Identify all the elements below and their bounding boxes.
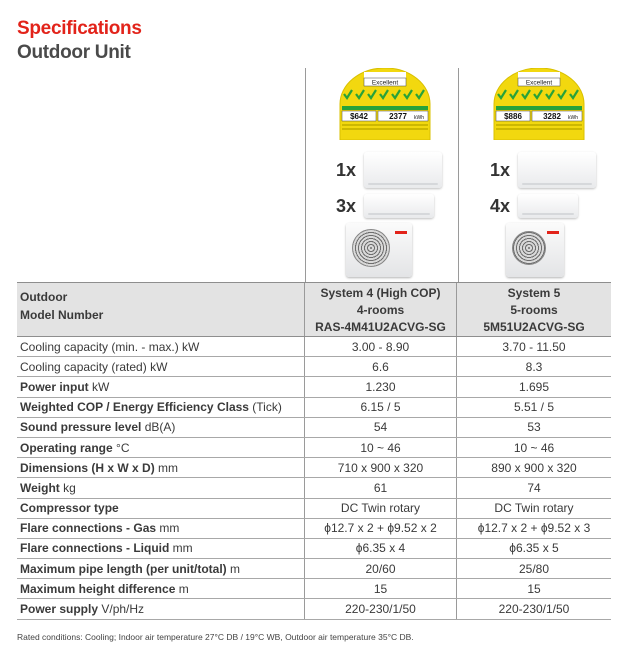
- specification-table: [17, 282, 611, 620]
- table-row: [17, 438, 611, 458]
- brand-logo: [547, 231, 559, 234]
- indoor-unit-row: [336, 194, 434, 218]
- spec-value-system-5: 1.695: [456, 377, 611, 396]
- header-label-model: Model Number: [20, 308, 104, 322]
- spec-name: Sound pressure level: [20, 420, 142, 435]
- spec-name: Weighted COP / Energy Efficiency Class: [20, 400, 249, 415]
- spec-unit: m: [175, 581, 189, 596]
- table-body: [17, 337, 611, 620]
- spec-name: Power supply: [20, 602, 99, 617]
- header-model-number: RAS-4M41U2ACVG-SG: [315, 320, 446, 334]
- spec-value-system-4: 220-230/1/50: [304, 599, 456, 618]
- indoor-unit-row: [490, 194, 578, 218]
- header-system-name: System 4 (High COP): [320, 286, 441, 300]
- spec-value-system-5: 8.3: [456, 357, 611, 376]
- spec-value-system-4: 61: [304, 478, 456, 497]
- energy-unit: kWh: [414, 115, 424, 121]
- spec-label: [17, 481, 304, 495]
- spec-value-system-5: 53: [456, 418, 611, 437]
- table-row: [17, 357, 611, 377]
- spec-value-system-4: 6.15 / 5: [304, 398, 456, 417]
- column-divider: [305, 68, 306, 284]
- table-row: [17, 418, 611, 438]
- spec-unit: (Tick): [248, 400, 282, 415]
- spec-name: Power input: [20, 379, 89, 394]
- indoor-qty: 1x: [490, 159, 511, 180]
- spec-label: [17, 582, 304, 596]
- header-system-4: [304, 283, 456, 336]
- header-rooms: 4-rooms: [356, 303, 405, 317]
- footnote: Rated conditions: Cooling; Indoor air temperature 27°C DB / 19°C WB, Outdoor air temperature 35°C DB.: [17, 632, 414, 642]
- table-row: [17, 478, 611, 498]
- column-divider: [458, 68, 459, 284]
- indoor-unit-small: [518, 194, 578, 218]
- table-row: [17, 458, 611, 478]
- spec-value-system-4: DC Twin rotary: [304, 499, 456, 518]
- spec-value-system-5: 15: [456, 579, 611, 598]
- spec-name: Compressor type: [20, 501, 119, 516]
- spec-name: Cooling capacity (min. - max.): [20, 339, 179, 354]
- annual-energy: 2377: [389, 112, 407, 121]
- spec-unit: V/ph/Hz: [98, 602, 145, 617]
- header-label-cell: [17, 283, 304, 336]
- spec-value-system-4: ϕ12.7 x 2 + ϕ9.52 x 2: [304, 519, 456, 538]
- spec-value-system-5: 220-230/1/50: [456, 599, 611, 618]
- annual-energy: 3282: [543, 112, 561, 121]
- spec-unit: kW: [146, 359, 168, 374]
- energy-rating-label: [334, 68, 436, 140]
- indoor-qty: 1x: [336, 159, 357, 180]
- spec-name: Flare connections - Liquid: [20, 541, 170, 556]
- indoor-unit-row: [336, 152, 442, 188]
- table-header: [17, 282, 611, 337]
- spec-name: Operating range: [20, 440, 113, 455]
- header-label-outdoor: Outdoor: [20, 290, 68, 304]
- spec-unit: mm: [169, 541, 193, 556]
- spec-unit: m: [226, 561, 241, 576]
- spec-value-system-4: 3.00 - 8.90: [304, 337, 456, 356]
- energy-rating-label: [488, 68, 590, 140]
- indoor-qty: 3x: [336, 195, 357, 216]
- outdoor-unit-image: [506, 223, 564, 277]
- spec-unit: dB(A): [141, 420, 176, 435]
- table-row: [17, 377, 611, 397]
- spec-unit: kg: [59, 480, 76, 495]
- spec-value-system-5: 890 x 900 x 320: [456, 458, 611, 477]
- spec-value-system-4: 20/60: [304, 559, 456, 578]
- fan-icon: [512, 231, 546, 265]
- spec-value-system-5: DC Twin rotary: [456, 499, 611, 518]
- brand-logo: [395, 231, 407, 234]
- table-row: [17, 499, 611, 519]
- spec-value-system-4: 10 ~ 46: [304, 438, 456, 457]
- spec-label: [17, 340, 304, 354]
- spec-label: [17, 501, 304, 515]
- spec-unit: kW: [178, 339, 200, 354]
- spec-value-system-4: 15: [304, 579, 456, 598]
- table-row: [17, 559, 611, 579]
- spec-value-system-5: ϕ12.7 x 2 + ϕ9.52 x 3: [456, 519, 611, 538]
- spec-label: [17, 420, 304, 434]
- spec-unit: mm: [156, 521, 180, 536]
- spec-value-system-5: ϕ6.35 x 5: [456, 539, 611, 558]
- annual-cost: $886: [504, 112, 522, 121]
- fan-icon: [352, 229, 390, 267]
- spec-name: Flare connections - Gas: [20, 521, 157, 536]
- indoor-unit-large: [518, 152, 596, 188]
- indoor-unit-large: [364, 152, 442, 188]
- outdoor-unit-image: [346, 223, 412, 277]
- spec-value-system-4: ϕ6.35 x 4: [304, 539, 456, 558]
- table-row: [17, 599, 611, 619]
- spec-label: [17, 380, 304, 394]
- spec-name: Maximum height difference: [20, 581, 176, 596]
- indoor-unit-small: [364, 194, 434, 218]
- spec-name: Weight: [20, 480, 60, 495]
- spec-name: Cooling capacity (rated): [20, 359, 147, 374]
- spec-value-system-4: 6.6: [304, 357, 456, 376]
- spec-label: [17, 521, 304, 535]
- spec-value-system-4: 710 x 900 x 320: [304, 458, 456, 477]
- spec-label: [17, 562, 304, 576]
- spec-label: [17, 400, 304, 414]
- indoor-qty: 4x: [490, 195, 511, 216]
- spec-name: Maximum pipe length (per unit/total): [20, 561, 227, 576]
- energy-unit: kWh: [568, 115, 578, 121]
- spec-value-system-5: 3.70 - 11.50: [456, 337, 611, 356]
- spec-label: [17, 441, 304, 455]
- header-system-name: System 5: [507, 286, 561, 300]
- spec-value-system-5: 74: [456, 478, 611, 497]
- table-row: [17, 539, 611, 559]
- header-system-5: [456, 283, 611, 336]
- spec-value-system-5: 10 ~ 46: [456, 438, 611, 457]
- rating-word: Excellent: [525, 79, 553, 87]
- spec-value-system-4: 1.230: [304, 377, 456, 396]
- page-title: Specifications: [17, 18, 142, 39]
- rating-word: Excellent: [371, 79, 399, 87]
- table-row: [17, 519, 611, 539]
- product-system-4: [310, 68, 458, 282]
- table-row: [17, 398, 611, 418]
- indoor-unit-row: [490, 152, 596, 188]
- spec-unit: mm: [154, 460, 179, 475]
- spec-label: [17, 461, 304, 475]
- product-system-5: [464, 68, 612, 282]
- spec-label: [17, 602, 304, 616]
- spec-value-system-5: 25/80: [456, 559, 611, 578]
- header-model-number: 5M51U2ACVG-SG: [483, 320, 585, 334]
- spec-label: [17, 360, 304, 374]
- spec-label: [17, 541, 304, 555]
- annual-cost: $642: [350, 112, 368, 121]
- page-subtitle: Outdoor Unit: [17, 42, 131, 63]
- spec-name: Dimensions (H x W x D): [20, 460, 155, 475]
- header-rooms: 5-rooms: [510, 303, 558, 317]
- spec-value-system-5: 5.51 / 5: [456, 398, 611, 417]
- table-row: [17, 579, 611, 599]
- spec-unit: °C: [112, 440, 130, 455]
- table-row: [17, 337, 611, 357]
- spec-unit: kW: [88, 379, 110, 394]
- spec-value-system-4: 54: [304, 418, 456, 437]
